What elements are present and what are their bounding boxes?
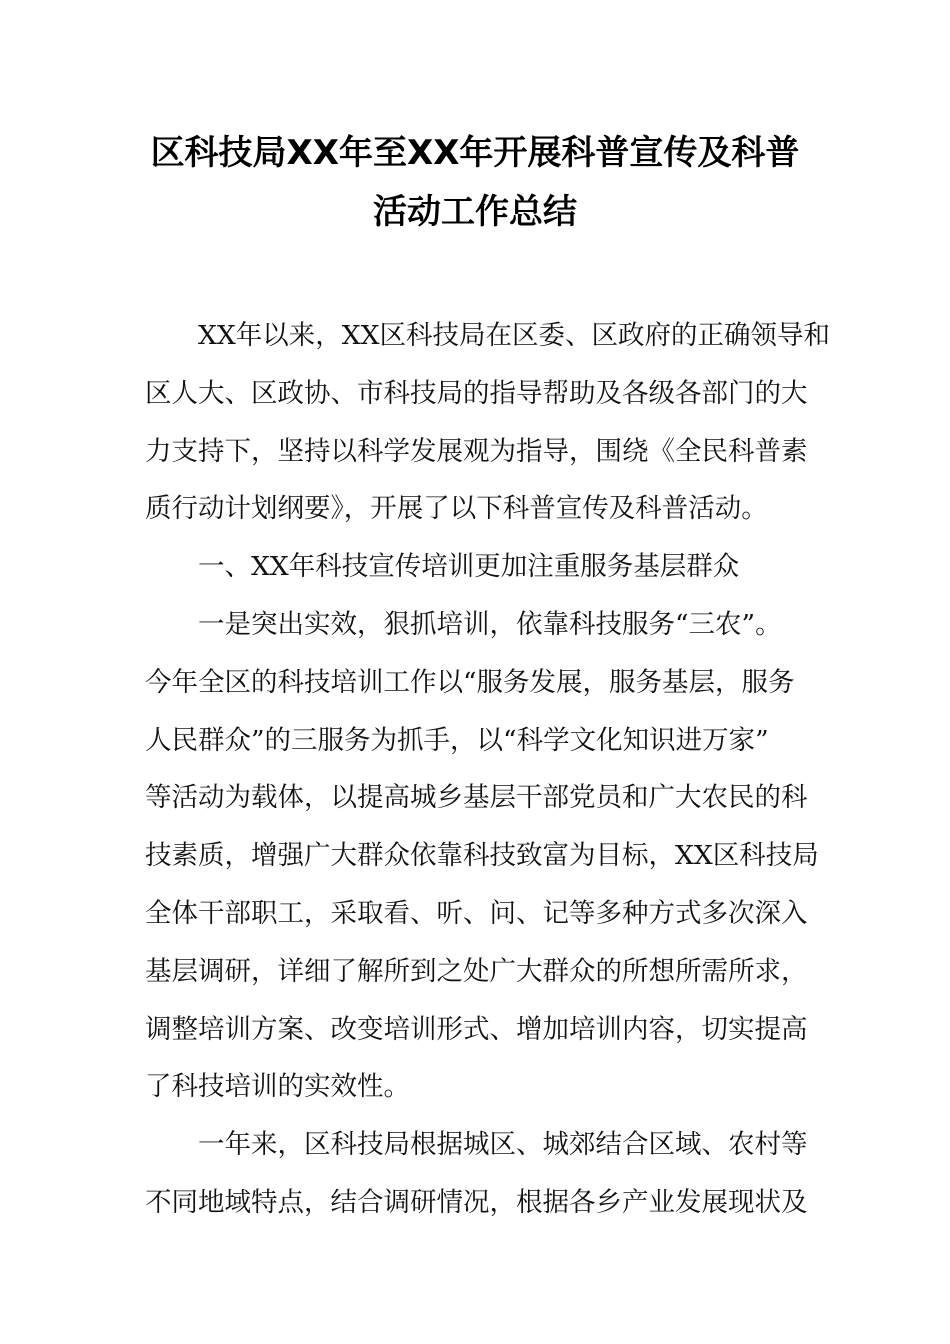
paragraph-line: 今年全区的科技培训工作以“服务发展，服务基层，服务 xyxy=(145,666,795,698)
section-heading: 一、XX年科技宣传培训更加注重服务基层群众 xyxy=(198,551,740,583)
paragraph-line: 不同地域特点，结合调研情况，根据各乡产业发展现状及 xyxy=(145,1186,808,1218)
paragraph-line: 人民群众”的三服务为抓手，以“科学文化知识进万家” xyxy=(145,724,769,756)
title-line-1: 区科技局XX年至XX年开展科普宣传及科普 xyxy=(150,133,800,173)
paragraph-line: 技素质，增强广大群众依靠科技致富为目标，XX区科技局 xyxy=(145,840,819,872)
paragraph-line: 区人大、区政协、市科技局的指导帮助及各级各部门的大 xyxy=(145,377,808,409)
paragraph-line: 等活动为载体，以提高城乡基层干部党员和广大农民的科 xyxy=(145,782,808,814)
paragraph-line: 质行动计划纲要》，开展了以下科普宣传及科普活动。 xyxy=(145,493,768,525)
document-body xyxy=(145,307,830,1232)
title-line-2: 活动工作总结 xyxy=(373,192,577,232)
paragraph-line: 一是突出实效，狠抓培训，依靠科技服务“三农”。 xyxy=(198,608,782,640)
paragraph-line: 了科技培训的实效性。 xyxy=(145,1071,410,1103)
paragraph-line: 力支持下，坚持以科学发展观为指导，围绕《全民科普素 xyxy=(145,435,808,467)
paragraph-line: 基层调研，详细了解所到之处广大群众的所想所需所求， xyxy=(145,955,808,987)
paragraph-line: 全体干部职工，采取看、听、问、记等多种方式多次深入 xyxy=(145,897,808,929)
paragraph-line: XX年以来，XX区科技局在区委、区政府的正确领导和 xyxy=(198,320,830,351)
paragraph-line: 一年来，区科技局根据城区、城郊结合区域、农村等 xyxy=(198,1129,808,1161)
paragraph-line: 调整培训方案、改变培训形式、增加培训内容，切实提高 xyxy=(145,1013,808,1045)
